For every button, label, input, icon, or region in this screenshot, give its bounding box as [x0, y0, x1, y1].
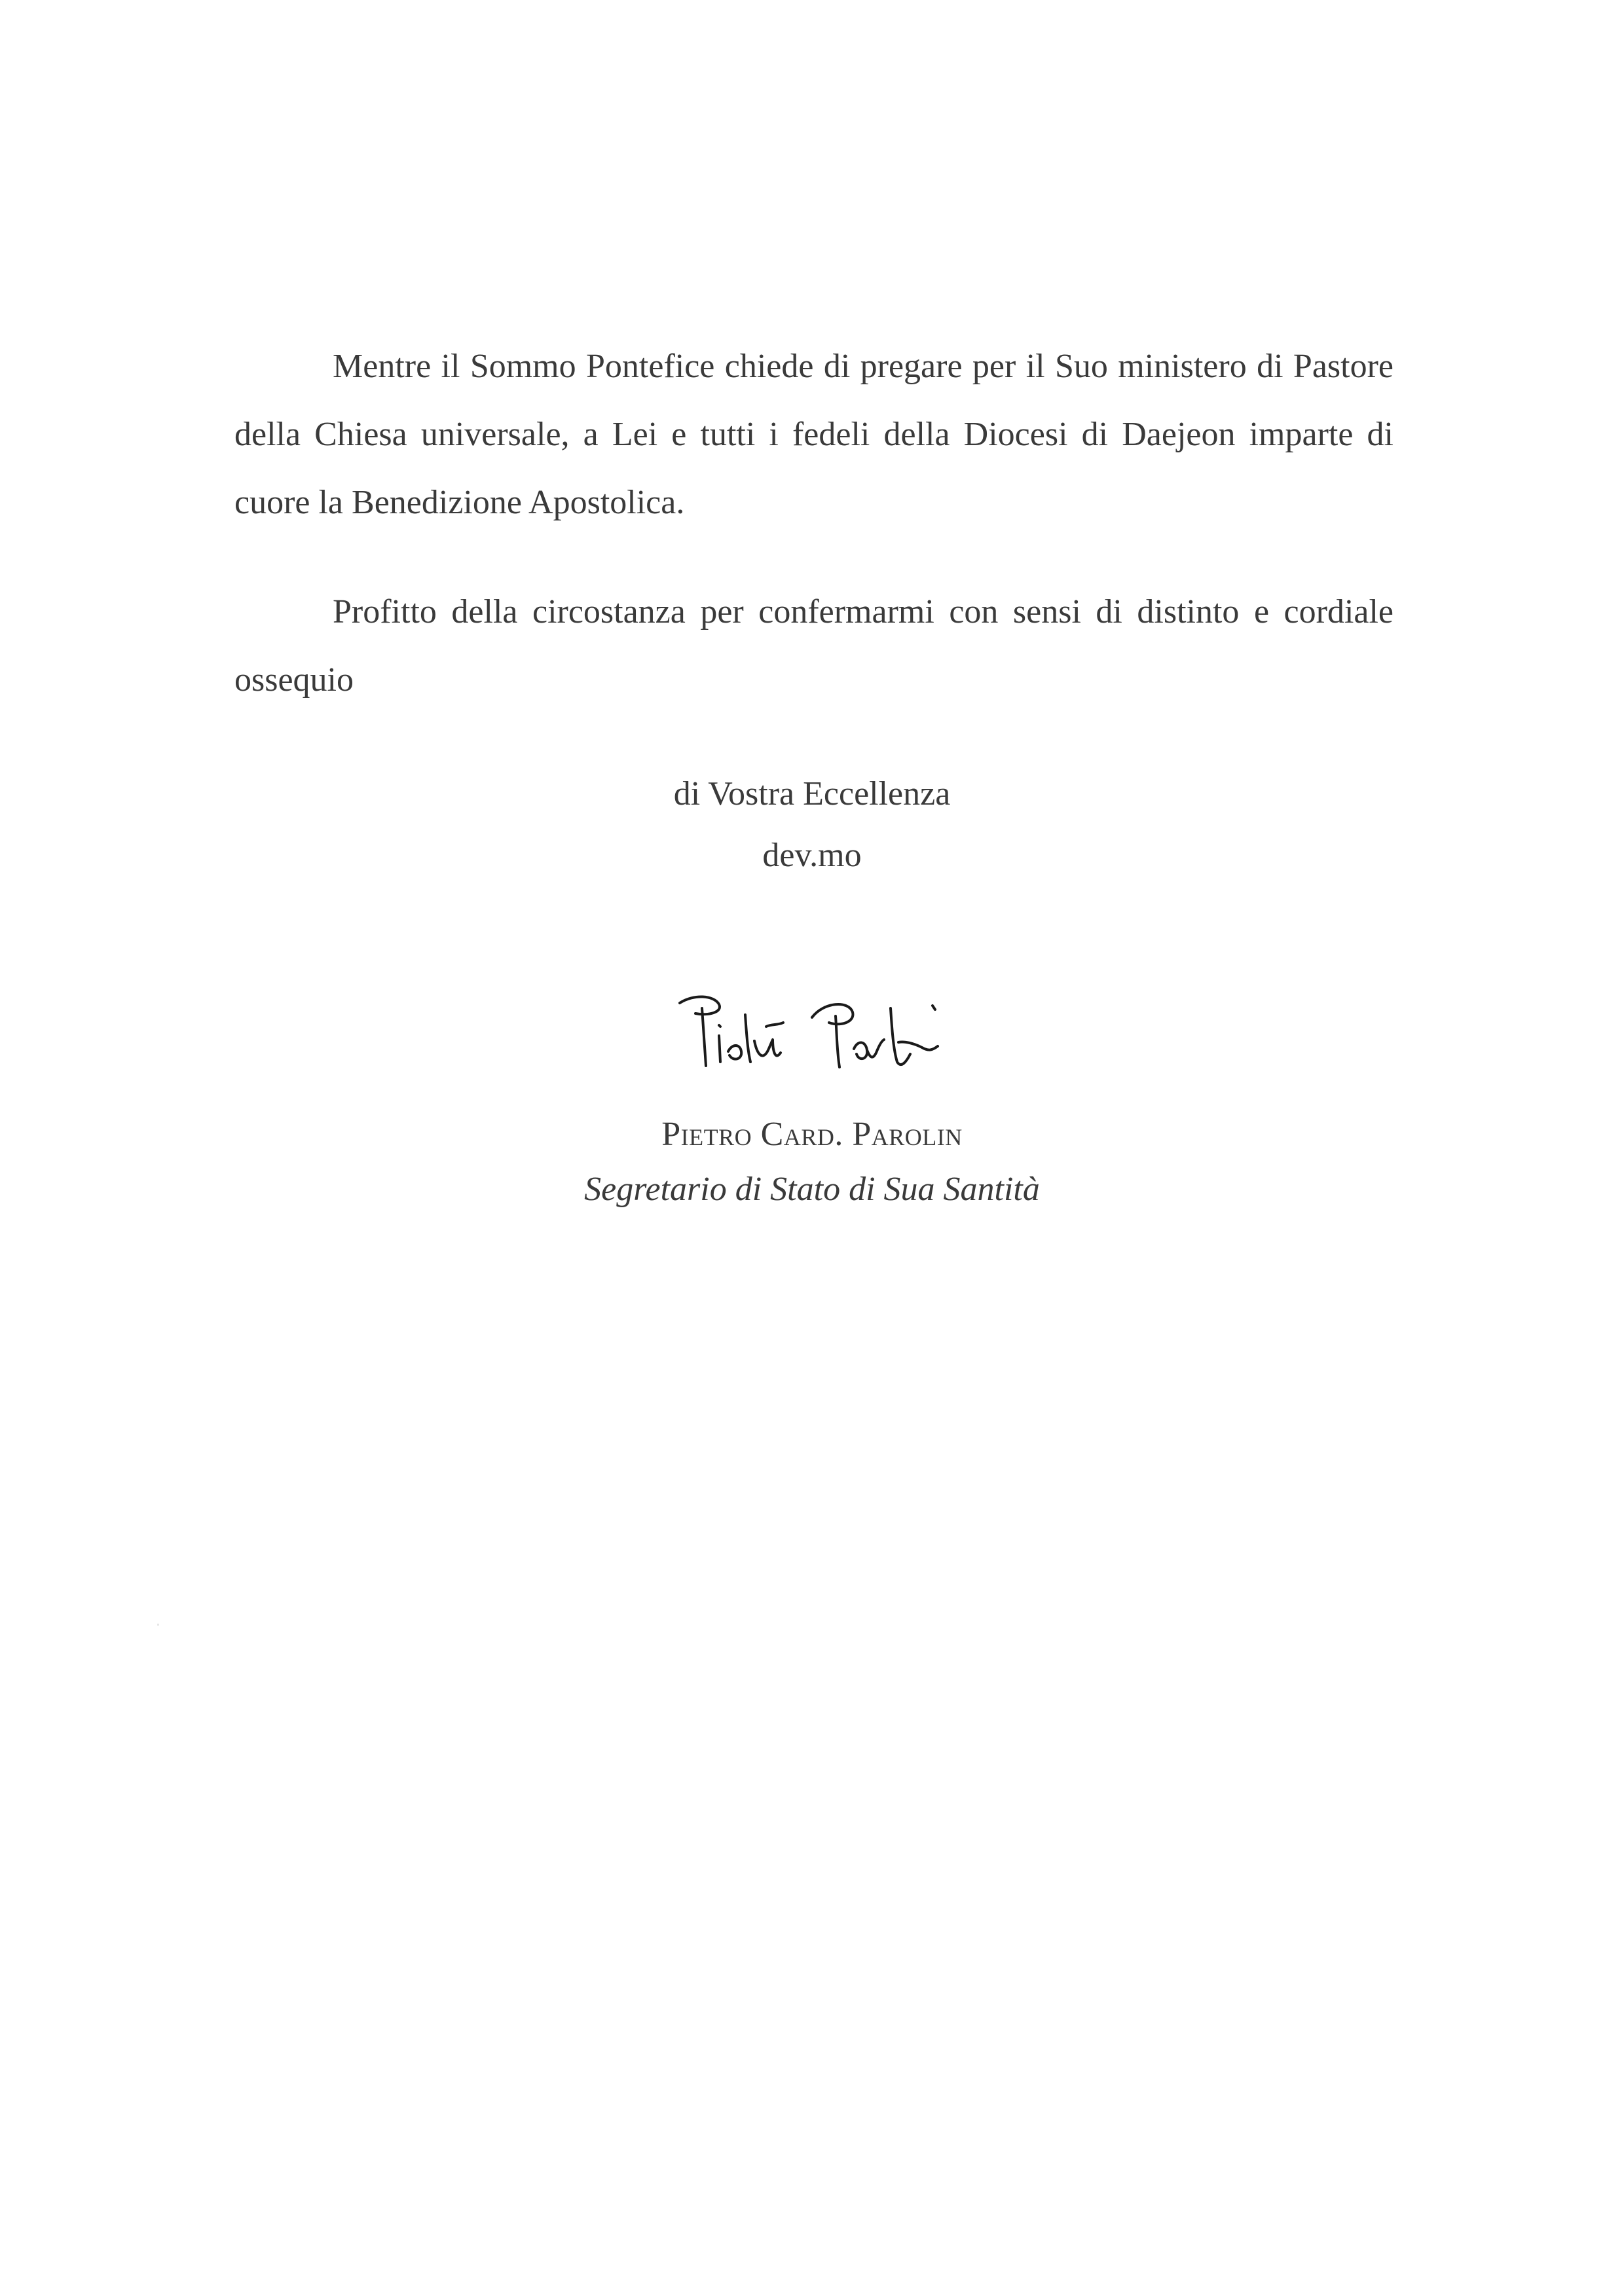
paragraph-text: Profitto della circostanza per confermarmi con sensi di distinto e cordiale ossequio [234, 593, 1393, 699]
letter-paragraph-1 [234, 333, 1393, 537]
closing-salutation: di Vostra Eccellenza [673, 775, 951, 812]
paragraph-text: Mentre il Sommo Pontefice chiede di pregare per il Suo ministero di Pastore della Chiesa universale, a Lei e tutti i fedeli della Diocesi di Daejeon imparte di cuore la Benedizione Apostolica. [234, 348, 1393, 521]
signer-title: Segretario di Stato di Sua Santità [584, 1171, 1040, 1208]
closing-devoted: dev.mo [762, 837, 862, 874]
scan-speck [157, 1624, 159, 1626]
handwritten-signature [668, 989, 943, 1087]
letter-paragraph-2 [234, 578, 1393, 714]
signer-name: Pietro Card. Parolin [661, 1116, 963, 1153]
